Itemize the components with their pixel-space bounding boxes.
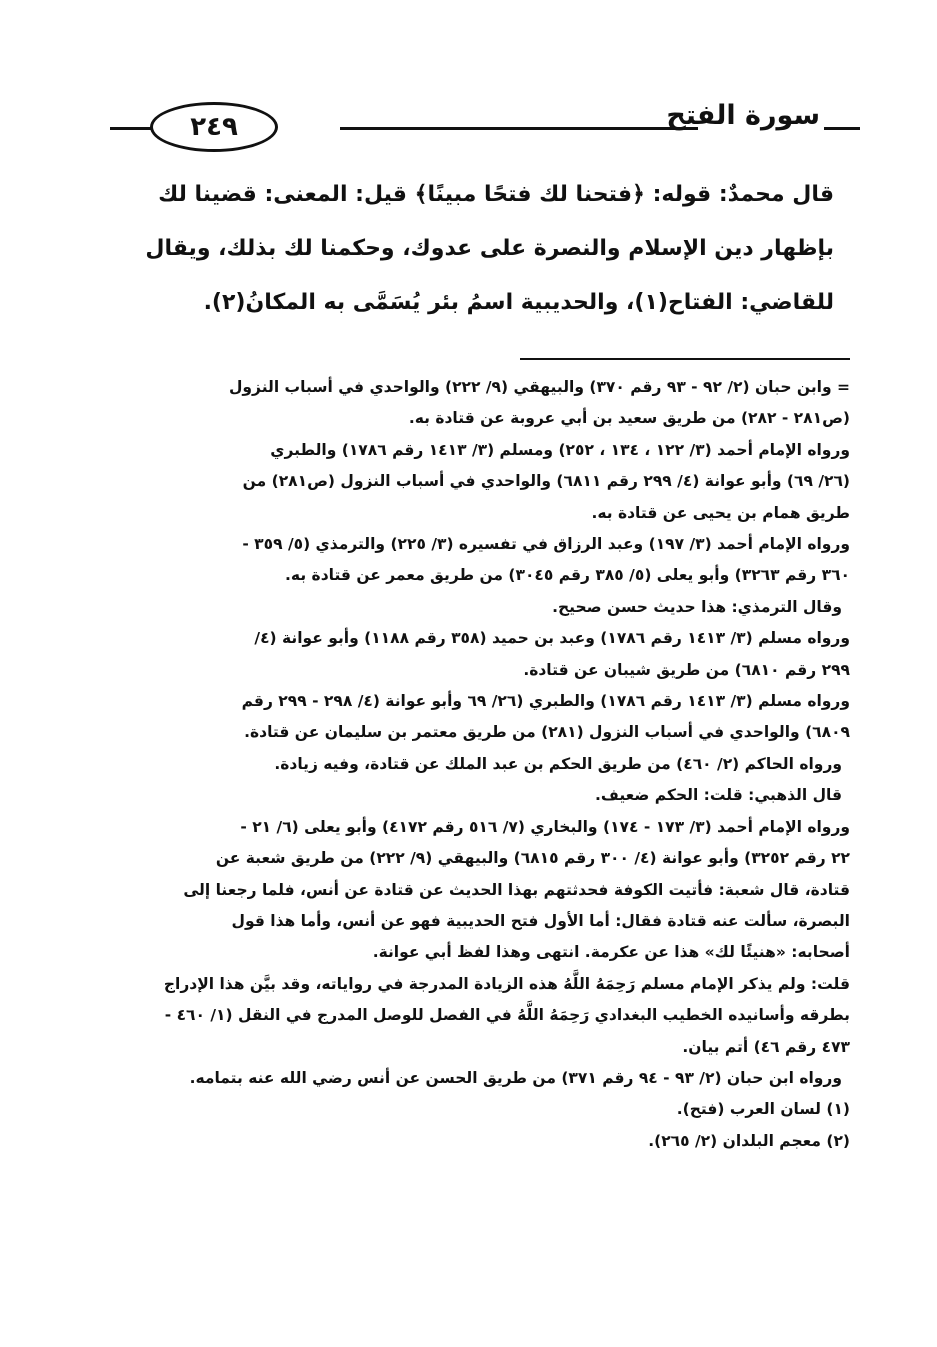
main-text-line: للقاضي: الفتاح(١)، والحديبية اسمُ بئر يُسَمَّى به المكانُ(٢).: [203, 290, 834, 315]
footnote-line: قلت: ولم يذكر الإمام مسلم رَحِمَهُ اللَّهُ هذه الزيادة المدرجة في رواياته، وقد بيَّن هذا الإدراج: [163, 974, 850, 993]
footnote-reference: (٢) معجم البلدان (٢/ ٢٦٥).: [648, 1131, 850, 1150]
main-text-line: بإظهار دين الإسلام والنصرة على عدوك، وحكمنا لك بذلك، ويقال: [145, 236, 834, 261]
footnote-line: أصحابه: «هنيئًا لك» هذا عن عكرمة. انتهى وهذا لفظ أبي عوانة.: [372, 943, 850, 962]
footnote-line: ورواه ابن حبان (٢/ ٩٣ - ٩٤ رقم ٣٧١) من طريق الحسن عن أنس رضي الله عنه بتمامه.: [189, 1068, 842, 1087]
page-header: [100, 96, 860, 156]
header-rule-right: [824, 127, 860, 130]
footnote-line: ورواه الحاكم (٢/ ٤٦٠) من طريق الحكم بن عبد الملك عن قتادة، وفيه زيادة.: [274, 754, 842, 773]
footnote-line: ٦٨٠٩) والواحدي في أسباب النزول (٢٨١) من طريق معتمر بن سليمان عن قتادة.: [244, 723, 850, 742]
footnote-line: = وابن حبان (٢/ ٩٢ - ٩٣ رقم ٣٧٠) والبيهقي (٩/ ٢٢٢) والواحدي في أسباب النزول: [228, 378, 850, 396]
page-number: ٢٤٩: [150, 102, 278, 152]
footnote-line: قال الذهبي: قلت: الحكم ضعيف.: [594, 786, 842, 805]
footnote-line: ورواه الإمام أحمد (٣/ ١٧٣ - ١٧٤) والبخاري (٧/ ٥١٦ رقم ٤١٧٢) وأبو يعلى (٦/ ٢١ -: [240, 817, 850, 836]
footnote-line: ورواه الإمام أحمد (٣/ ١٩٧) وعبد الرزاق في تفسيره (٣/ ٢٢٥) والترمذي (٥/ ٣٥٩ -: [242, 535, 850, 554]
footnote-line: (ص٢٨١ - ٢٨٢) من طريق سعيد بن أبي عروبة عن قتادة به.: [408, 409, 850, 428]
footnote-line: ورواه مسلم (٣/ ١٤١٣ رقم ١٧٨٦) وعبد بن حميد (٣٥٨ رقم ١١٨٨) وأبو عوانة (٤/: [254, 629, 850, 648]
footnote-line: ورواه مسلم (٣/ ١٤١٣ رقم ١٧٨٦) والطبري (٢٦/ ٦٩ وأبو عوانة (٤/ ٢٩٨ - ٢٩٩ رقم: [241, 692, 850, 711]
footnote-line: (٢٦/ ٦٩) وأبو عوانة (٤/ ٢٩٩ رقم ٦٨١١) والواحدي في أسباب النزول (ص٢٨١) من: [242, 472, 850, 491]
footnote-line: البصرة، سألت عنه قتادة فقال: أما الأول فتح الحديبية فهو عن أنس، وأما هذا قول: [231, 911, 850, 930]
chapter-title: سورة الفتح: [666, 100, 820, 131]
footnote-reference: (١) لسان العرب (فتح).: [676, 1100, 850, 1119]
footnote-line: ورواه الإمام أحمد (٣/ ١٢٢ ، ١٣٤ ، ٢٥٢) ومسلم (٣/ ١٤١٣ رقم ١٧٨٦) والطبري: [270, 440, 850, 459]
main-text-line: قال محمدٌ: قوله: ﴿فتحنا لك فتحًا مبينًا﴾ قيل: المعنى: قضينا لك: [158, 182, 834, 207]
footnote-line: وقال الترمذي: هذا حديث حسن صحيح.: [552, 597, 842, 616]
footnote-line: قتادة، قال شعبة: فأتيت الكوفة فحدثتهم بهذا الحديث عن قتادة عن أنس، فلما رجعنا إلى: [183, 880, 850, 899]
footnote-line: ٤٧٣ رقم ٤٦) أتم بيان.: [682, 1037, 850, 1056]
footnote-separator: [520, 358, 850, 360]
main-text: [108, 168, 834, 330]
footnote-line: ٢٢ رقم ٣٢٥٢) وأبو عوانة (٤/ ٣٠٠ رقم ٦٨١٥) والبيهقي (٩/ ٢٢٢) من طريق شعبة عن: [215, 849, 850, 868]
footnote-line: ٢٩٩ رقم ٦٨١٠) من طريق شيبان عن قتادة.: [523, 660, 850, 679]
footnote-line: طريق همام بن يحيى عن قتادة به.: [591, 503, 850, 522]
footnote-line: بطرقه وأسانيده الخطيب البغدادي رَحِمَهُ اللَّهُ في الفصل للوصل المدرج في النقل (١/ ٤٦٠ -: [164, 1006, 850, 1025]
footnotes: [112, 372, 850, 1157]
footnote-line: ٣٦٠ رقم ٣٢٦٣) وأبو يعلى (٥/ ٣٨٥ رقم ٣٠٤٥) من طريق معمر عن قتادة به.: [285, 566, 850, 585]
header-rule-middle: [340, 127, 698, 130]
